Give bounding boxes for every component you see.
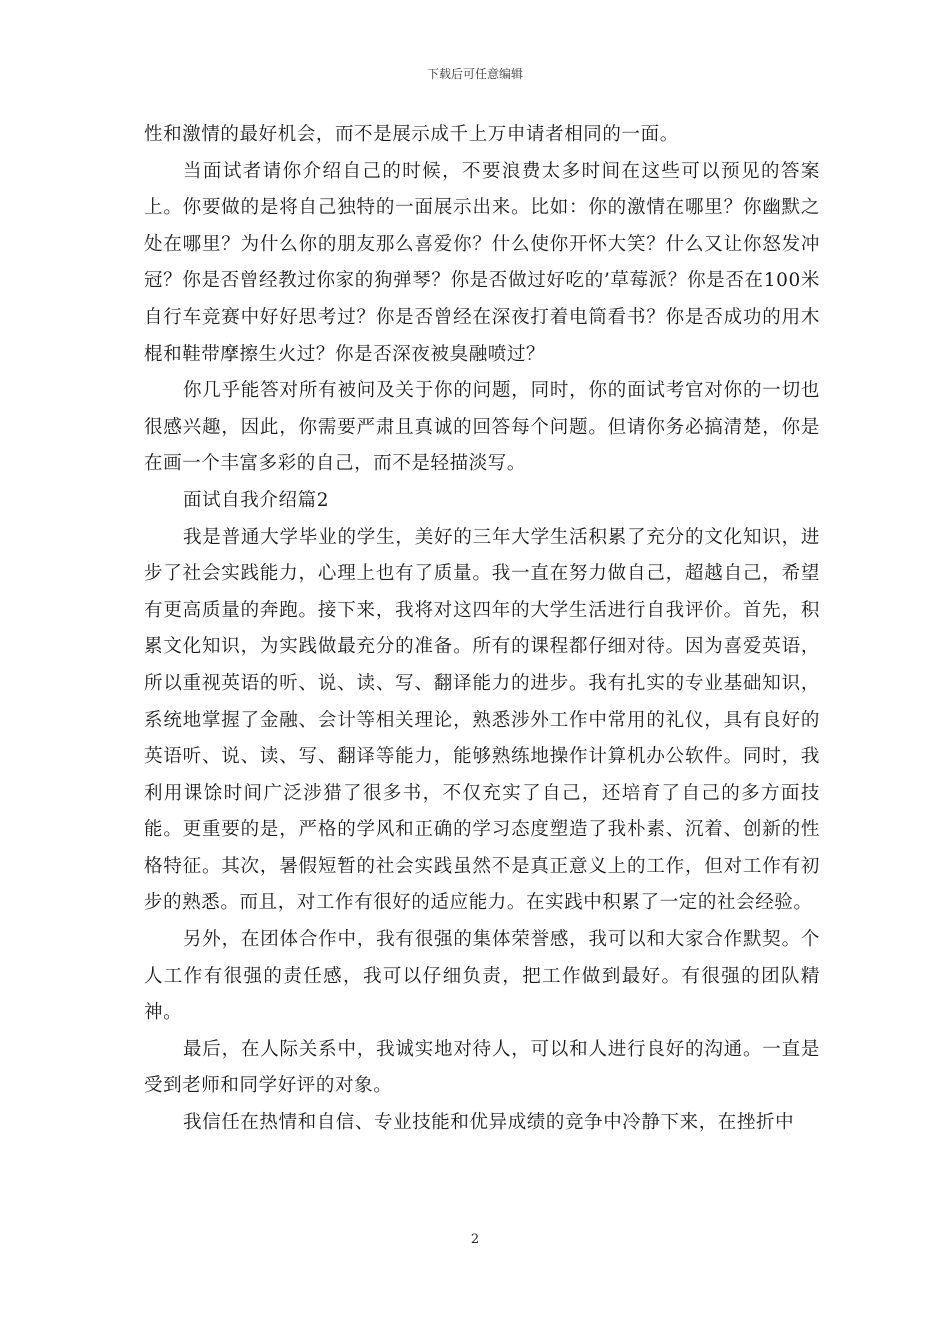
page-header: 下载后可任意编辑 — [426, 67, 523, 81]
document-body — [144, 117, 820, 1142]
section-heading: 面试自我介绍篇2 — [183, 489, 330, 511]
paragraph-7: 我信任在热情和自信、专业技能和优异成绩的竞争中冷静下来，在挫折中 — [183, 1112, 795, 1134]
paragraph-3: 你几乎能答对所有被问及关于你的问题，同时，你的面试考官对你的一切也很感兴趣，因此，你需要严肃且真诚的回答每个问题。但请你务必搞清楚，你是在画一个丰富多彩的自己，而不是轻描淡写。 — [144, 380, 820, 475]
paragraph-2: 当面试者请你介绍自己的时候，不要浪费太多时间在这些可以预见的答案上。你要做的是将自己独特的一面展示出来。比如：你的激情在哪里？你幽默之处在哪里？为什么你的朋友那么喜爱你？什么使你开怀大笑？什么又让你怒发冲冠？你是否曾经教过你家的狗弹琴？你是否做过好吃的’草莓派？你是否在100米自行车竞赛中好好思考过？你是否曾经在深夜打着电筒看书？你是否成功的用木棍和鞋带摩擦生火过？你是否深夜被臭融喷过？ — [144, 160, 820, 365]
paragraph-4: 我是普通大学毕业的学生，美好的三年大学生活积累了充分的文化知识，进步了社会实践能力，心理上也有了质量。我一直在努力做自己，超越自己，希望有更高质量的奔跑。接下来，我将对这四年的大学生活进行自我评价。首先，积累文化知识，为实践做最充分的准备。所有的课程都仔细对待。因为喜爱英语，所以重视英语的听、说、读、写、翻译能力的进步。我有扎实的专业基础知识，系统地掌握了金融、会计等相关理论，熟悉涉外工作中常用的礼仪，具有良好的英语听、说、读、写、翻译等能力，能够熟练地操作计算机办公软件。同时，我利用课馀时间广泛涉猎了很多书，不仅充实了自己，还培育了自己的多方面技能。更重要的是，严格的学风和正确的学习态度塑造了我朴素、沉着、创新的性格特征。其次，暑假短暂的社会实践虽然不是真正意义上的工作，但对工作有初步的熟悉。而且，对工作有很好的适应能力。在实践中积累了一定的社会经验。 — [144, 526, 820, 914]
paragraph-6: 最后，在人际关系中，我诚实地对待人，可以和人进行良好的沟通。一直是受到老师和同学好评的对象。 — [144, 1038, 820, 1097]
paragraph-5: 另外，在团体合作中，我有很强的集体荣誉感，我可以和大家合作默契。个人工作有很强的责任感，我可以仔细负责，把工作做到最好。有很强的团队精神。 — [144, 929, 820, 1024]
page-number: 2 — [470, 1232, 480, 1247]
paragraph-1: 性和激情的最好机会，而不是展示成千上万申请者相同的一面。 — [144, 124, 679, 145]
